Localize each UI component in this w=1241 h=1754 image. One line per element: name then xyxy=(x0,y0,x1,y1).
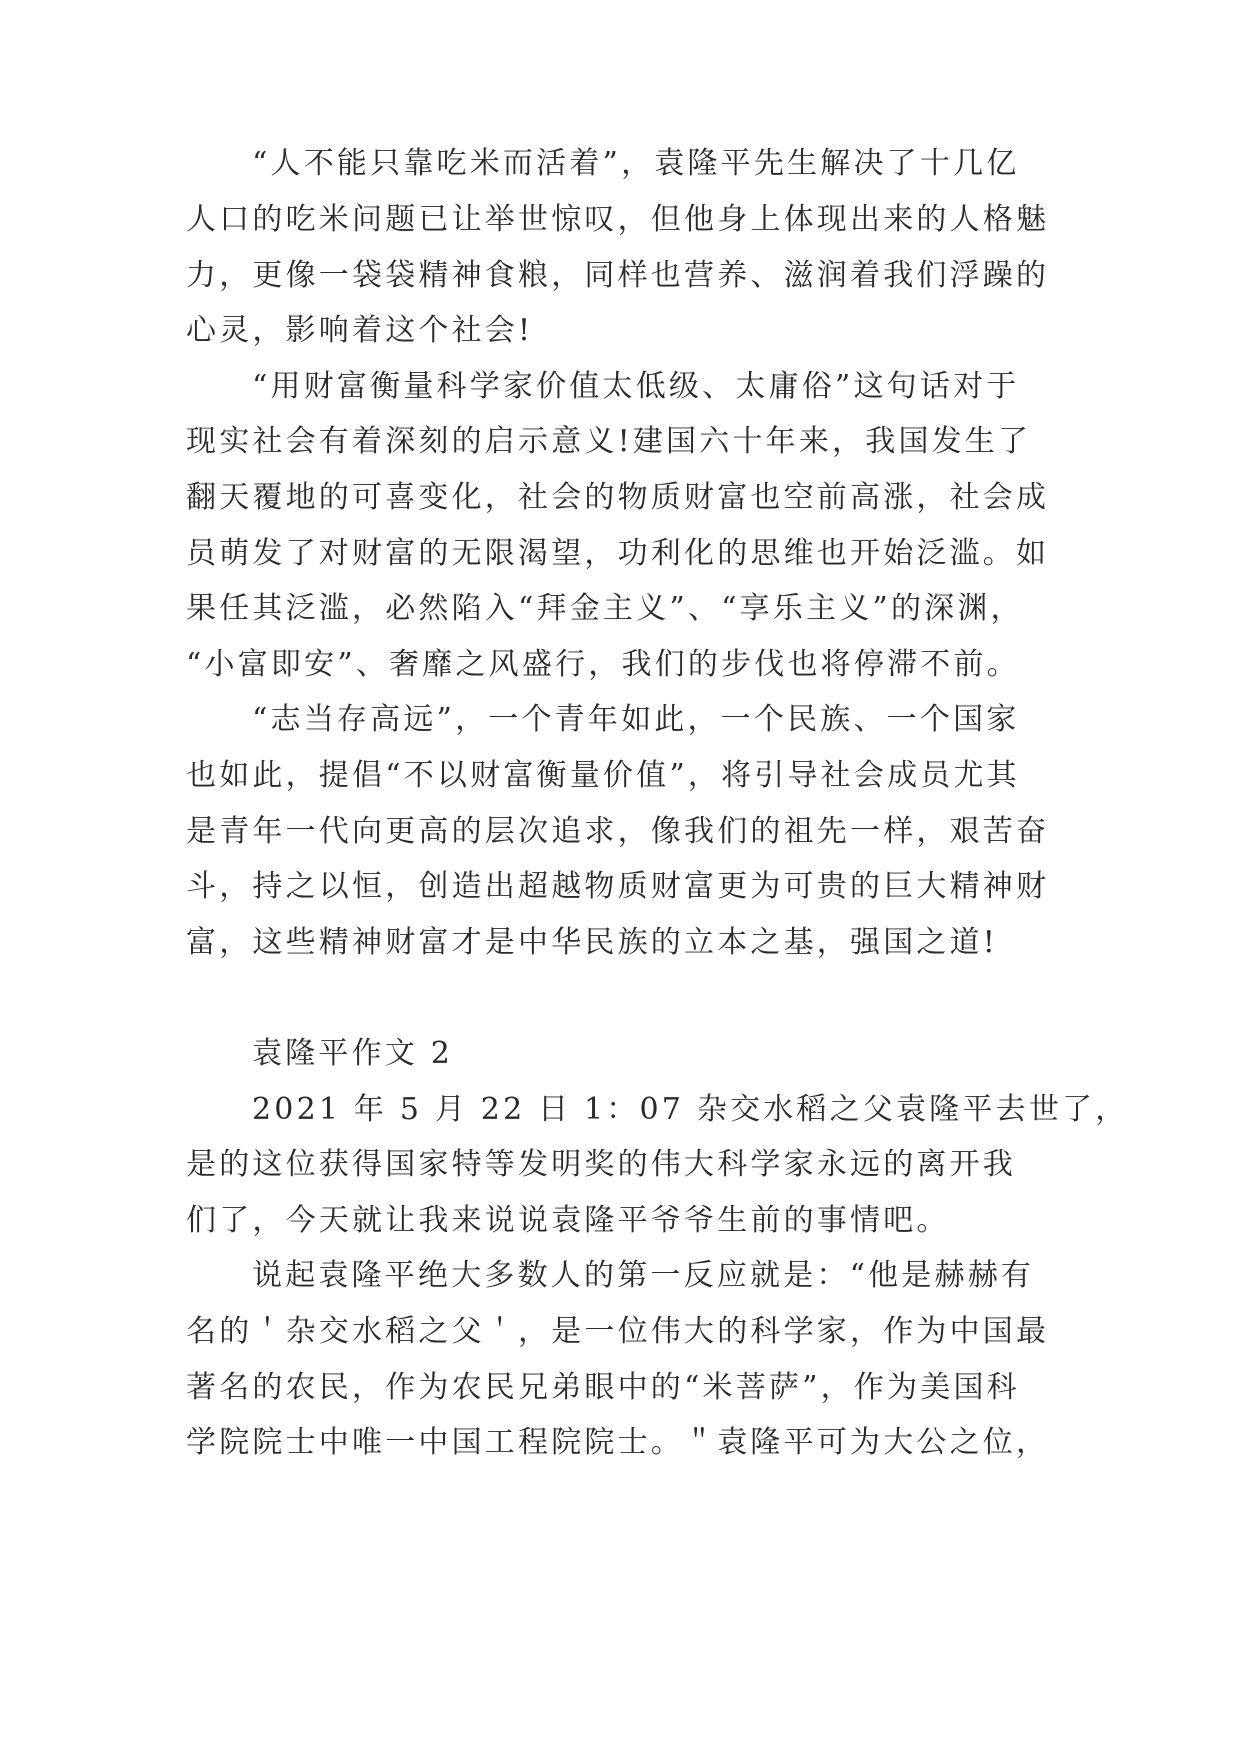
paragraph-1-line-4: 心灵，影响着这个社会! xyxy=(186,313,534,348)
paragraph-2-line-5: 果任其泛滥，必然陷入“拜金主义”、“享乐主义”的深渊， xyxy=(186,591,1024,626)
paragraph-1-line-3: 力，更像一袋袋精神食粮，同样也营养、滋润着我们浮躁的 xyxy=(186,258,1050,293)
paragraph-2-line-4: 员萌发了对财富的无限渴望，功利化的思维也开始泛滥。如 xyxy=(186,536,1050,571)
paragraph-2-line-6: “小富即安”、奢靡之风盛行，我们的步伐也将停滞不前。 xyxy=(186,647,1020,682)
paragraph-3-line-5: 富，这些精神财富才是中华民族的立本之基，强国之道! xyxy=(186,925,999,960)
paragraph-4-line-2: 是的这位获得国家特等发明奖的伟大科学家永远的离开我 xyxy=(186,1147,1016,1182)
paragraph-5-line-3: 著名的农民，作为农民兄弟眼中的“米菩萨”，作为美国科 xyxy=(186,1370,1020,1405)
paragraph-4-line-1: 2021 年 5 月 22 日 1：07 杂交水稻之父袁隆平去世了， xyxy=(252,1092,1129,1127)
paragraph-1-line-1: “人不能只靠吃米而活着”，袁隆平先生解决了十几亿 xyxy=(252,146,1020,181)
paragraph-3-line-4: 斗，持之以恒，创造出超越物质财富更为可贵的巨大精神财 xyxy=(186,869,1050,904)
paragraph-2-line-3: 翻天覆地的可喜变化，社会的物质财富也空前高涨，社会成 xyxy=(186,480,1050,515)
paragraph-2-line-1: “用财富衡量科学家价值太低级、太庸俗”这句话对于 xyxy=(252,369,1020,404)
paragraph-5-line-2: 名的＇杂交水稻之父＇，是一位伟大的科学家，作为中国最 xyxy=(186,1314,1050,1349)
paragraph-1-line-2: 人口的吃米问题已让举世惊叹，但他身上体现出来的人格魅 xyxy=(186,202,1050,237)
paragraph-2-line-2: 现实社会有着深刻的启示意义!建国六十年来，我国发生了 xyxy=(186,424,1032,459)
paragraph-3-line-1: “志当存高远”，一个青年如此，一个民族、一个国家 xyxy=(252,702,1020,737)
paragraph-3-line-3: 是青年一代向更高的层次追求，像我们的祖先一样，艰苦奋 xyxy=(186,814,1050,849)
section-heading: 袁隆平作文 2 xyxy=(252,1036,454,1071)
paragraph-3-line-2: 也如此，提倡“不以财富衡量价值”，将引导社会成员尤其 xyxy=(186,758,1020,793)
paragraph-4-line-3: 们了，今天就让我来说说袁隆平爷爷生前的事情吧。 xyxy=(186,1203,950,1238)
paragraph-5-line-1: 说起袁隆平绝大多数人的第一反应就是：“他是赫赫有 xyxy=(252,1258,1035,1293)
paragraph-5-line-4: 学院院士中唯一中国工程院院士。＂袁隆平可为大公之位， xyxy=(186,1425,1050,1460)
